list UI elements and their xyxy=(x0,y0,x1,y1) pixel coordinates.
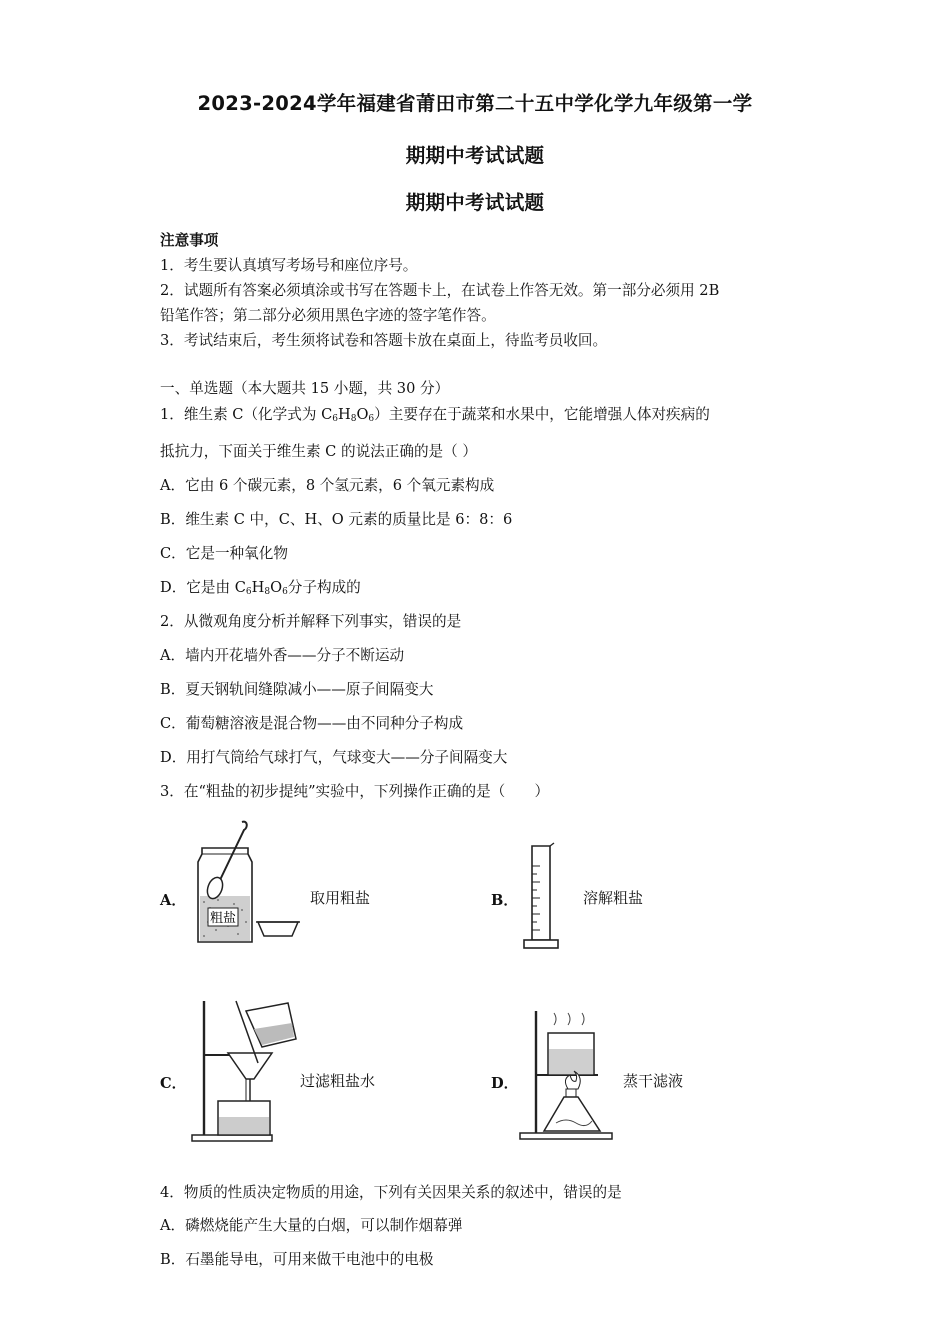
q1-stem-line2: 抵抗力，下面关于维生素 C 的说法正确的是（ ） xyxy=(160,443,477,460)
reagent-jar-illustration xyxy=(190,818,310,946)
document-title-line1: 2023-2024学年福建省莆田市第二十五中学化学九年级第一学 xyxy=(197,92,753,115)
q4-option-a: A．磷燃烧能产生大量的白烟，可以制作烟幕弹 xyxy=(160,1217,463,1234)
q3-option-b-letter: B． xyxy=(491,892,518,909)
q3-option-a-caption: 取用粗盐 xyxy=(310,889,371,907)
q3-option-c-letter: C． xyxy=(160,1075,187,1092)
q1-option-b: B．维生素 C 中，C、H、O 元素的质量比是 6：8：6 xyxy=(160,511,513,528)
q1-option-a: A．它由 6 个碳元素，8 个氢元素，6 个氧元素构成 xyxy=(160,477,495,494)
q4-stem: 4．物质的性质决定物质的用途，下列有关因果关系的叙述中，错误的是 xyxy=(160,1184,622,1201)
q3-option-a-letter: A． xyxy=(160,892,186,909)
q2-stem: 2．从微观角度分析并解释下列事实，错误的是 xyxy=(160,613,462,630)
notice-item-1: 1．考生要认真填写考场号和座位序号。 xyxy=(160,257,418,274)
q2-option-a: A．墙内开花墙外香——分子不断运动 xyxy=(160,647,405,664)
q1-option-c: C．它是一种氧化物 xyxy=(160,545,288,562)
q3-option-d-letter: D． xyxy=(491,1075,519,1092)
q1-option-d: D．它是由 $C_6H_8O_6$分子构成的 xyxy=(160,579,361,597)
notice-item-2-line2: 铅笔作答；第二部分必须用黑色字迹的签字笔作答。 xyxy=(160,307,496,324)
document-title-line3: 期期中考试试题 xyxy=(405,191,545,214)
notice-item-2-line1: 2．试题所有答案必须填涂或书写在答题卡上，在试卷上作答无效。第一部分必须用 2B xyxy=(160,282,720,299)
filtration-setup-illustration xyxy=(190,995,300,1145)
q1-stem-line1: 1．维生素 C（化学式为 $C_6H_8O_6$）主要存在于蔬菜和水果中，它能增强人体对疾病的 xyxy=(160,406,710,424)
notice-item-3: 3．考试结束后，考生须将试卷和答题卡放在桌面上，待监考员收回。 xyxy=(160,332,608,349)
q4-option-b: B．石墨能导电，可用来做干电池中的电极 xyxy=(160,1251,434,1268)
q3-option-d-caption: 蒸干滤液 xyxy=(623,1072,684,1090)
section-heading: 一、单选题（本大题共 15 小题，共 30 分） xyxy=(160,380,450,397)
graduated-cylinder-illustration xyxy=(520,842,560,954)
q3-stem: 3．在“粗盐的初步提纯”实验中，下列操作正确的是（ ） xyxy=(160,783,550,800)
notice-heading: 注意事项 xyxy=(160,232,219,249)
q2-option-b: B．夏天钢轨间缝隙减小——原子间隔变大 xyxy=(160,681,434,698)
q2-option-d: D．用打气筒给气球打气，气球变大——分子间隔变大 xyxy=(160,749,508,766)
q3-option-b-caption: 溶解粗盐 xyxy=(583,889,644,907)
q3-option-c-caption: 过滤粗盐水 xyxy=(300,1072,376,1090)
q2-option-c: C．葡萄糖溶液是混合物——由不同种分子构成 xyxy=(160,715,464,732)
evaporation-setup-illustration xyxy=(518,1005,618,1145)
svg-text:粗盐: 粗盐 xyxy=(209,911,237,926)
document-title-line2: 期期中考试试题 xyxy=(405,144,545,167)
